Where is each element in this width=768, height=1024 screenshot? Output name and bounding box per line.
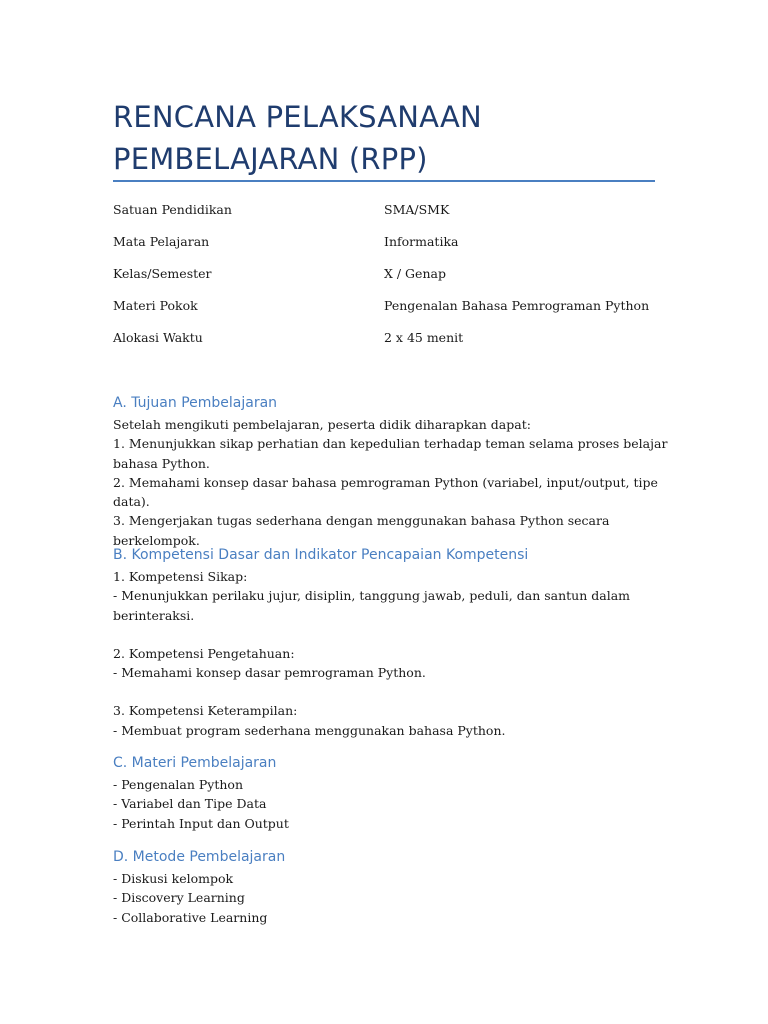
info-row-alokasi xyxy=(113,328,655,360)
identity-table xyxy=(113,200,655,360)
paragraph-line: berinteraksi. xyxy=(113,607,195,623)
spacer xyxy=(113,682,673,701)
list-item: - Diskusi kelompok xyxy=(113,871,234,886)
info-label: Kelas/Semester xyxy=(113,266,212,281)
section-heading: D. Metode Pembelajaran xyxy=(113,849,286,865)
section-kompetensi xyxy=(113,545,673,740)
info-row-mapel xyxy=(113,232,655,264)
info-row-kelas xyxy=(113,264,655,296)
info-row-materi xyxy=(113,296,655,328)
info-value: X / Genap xyxy=(384,266,446,281)
info-label: Alokasi Waktu xyxy=(113,330,203,345)
paragraph-line: 3. Kompetensi Keterampilan: xyxy=(113,703,298,719)
info-label: Materi Pokok xyxy=(113,298,198,313)
paragraph-line: Setelah mengikuti pembelajaran, peserta didik diharapkan dapat: xyxy=(113,417,531,432)
info-label: Satuan Pendidikan xyxy=(113,202,232,217)
info-label: Mata Pelajaran xyxy=(113,234,210,249)
info-value: Pengenalan Bahasa Pemrograman Python xyxy=(384,298,650,313)
info-value: Informatika xyxy=(384,234,459,249)
paragraph-line: 1. Kompetensi Sikap: xyxy=(113,569,248,584)
section-tujuan xyxy=(113,393,673,550)
section-heading: A. Tujuan Pembelajaran xyxy=(113,395,278,411)
section-materi xyxy=(113,753,673,833)
paragraph-line: bahasa Python. xyxy=(113,455,210,471)
document-title xyxy=(113,96,655,180)
paragraph-line: - Memahami konsep dasar pemrograman Python. xyxy=(113,665,426,681)
info-row-satuan xyxy=(113,200,655,232)
paragraph-line: 2. Kompetensi Pengetahuan: xyxy=(113,645,295,661)
list-item: - Variabel dan Tipe Data xyxy=(113,796,267,812)
paragraph-line: - Menunjukkan perilaku jujur, disiplin, tanggung jawab, peduli, dan santun dalam xyxy=(113,588,631,604)
list-item: - Perintah Input dan Output xyxy=(113,815,289,831)
paragraph-line: data). xyxy=(113,494,150,510)
info-value: 2 x 45 menit xyxy=(384,330,464,345)
list-item: - Collaborative Learning xyxy=(113,909,268,925)
paragraph-line: 3. Mengerjakan tugas sederhana dengan menggunakan bahasa Python secara berkelompok. xyxy=(113,513,610,548)
paragraph-line: 2. Memahami konsep dasar bahasa pemrograman Python (variabel, input/output, tipe xyxy=(113,474,658,490)
list-item: - Discovery Learning xyxy=(113,890,245,906)
section-metode xyxy=(113,847,673,927)
section-heading: C. Materi Pembelajaran xyxy=(113,755,277,771)
info-value: SMA/SMK xyxy=(384,202,450,217)
title-divider xyxy=(113,180,655,182)
paragraph-line: 1. Menunjukkan sikap perhatian dan kepedulian terhadap teman selama proses belajar xyxy=(113,436,668,452)
spacer xyxy=(113,625,673,644)
paragraph-line: - Membuat program sederhana menggunakan bahasa Python. xyxy=(113,722,506,738)
title-line-2: PEMBELAJARAN (RPP) xyxy=(113,142,428,176)
list-item: - Pengenalan Python xyxy=(113,777,243,792)
title-line-1: RENCANA PELAKSANAAN xyxy=(113,100,482,134)
section-heading: B. Kompetensi Dasar dan Indikator Pencapaian Kompetensi xyxy=(113,547,529,563)
